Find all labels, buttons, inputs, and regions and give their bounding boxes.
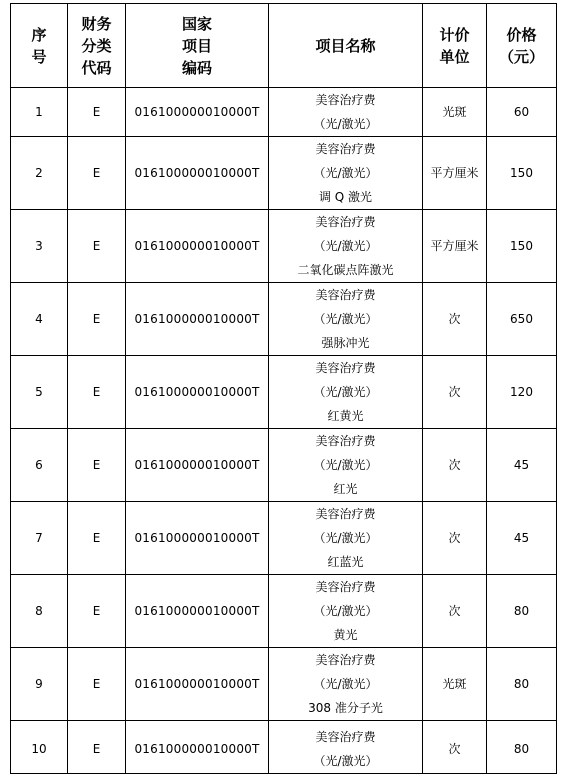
cell-finance-code: E (68, 648, 126, 721)
cell-national-code: 016100000010000T (126, 356, 269, 429)
header-national-code (126, 4, 269, 88)
header-unit (423, 4, 487, 88)
item-name-line: 美容治疗费 (315, 288, 376, 302)
header-row (11, 4, 557, 88)
price-table (10, 3, 557, 774)
table-row (11, 721, 557, 774)
cell-unit: 次 (423, 283, 487, 356)
header-price-line: （元） (498, 47, 544, 66)
cell-national-code: 016100000010000T (126, 210, 269, 283)
cell-item-name (269, 648, 423, 721)
header-index-line: 序 (31, 25, 47, 44)
header-national-line: 项目 (181, 36, 212, 55)
cell-item-name (269, 502, 423, 575)
cell-finance-code: E (68, 210, 126, 283)
cell-item-name (269, 429, 423, 502)
cell-finance-code: E (68, 356, 126, 429)
cell-price: 60 (487, 88, 557, 137)
item-name-line: 红蓝光 (327, 555, 364, 569)
cell-national-code: 016100000010000T (126, 575, 269, 648)
header-item-name (269, 4, 423, 88)
item-name-line: （光/激光） (313, 677, 378, 691)
item-name-line: （光/激光） (313, 239, 378, 253)
table-row (11, 283, 557, 356)
item-name-line: 美容治疗费 (315, 93, 376, 107)
item-name-line: 美容治疗费 (315, 507, 376, 521)
item-name-line: 美容治疗费 (315, 361, 376, 375)
cell-finance-code: E (68, 137, 126, 210)
cell-unit: 光斑 (423, 648, 487, 721)
cell-price: 650 (487, 283, 557, 356)
header-unit-line: 单位 (439, 47, 470, 66)
cell-item-name (269, 575, 423, 648)
header-price (487, 4, 557, 88)
table-row (11, 356, 557, 429)
cell-national-code: 016100000010000T (126, 502, 269, 575)
cell-item-name (269, 283, 423, 356)
item-name-line: （光/激光） (313, 531, 378, 545)
item-name-line: 美容治疗费 (315, 142, 376, 156)
cell-unit: 次 (423, 721, 487, 774)
table-body (11, 88, 557, 774)
cell-unit: 次 (423, 429, 487, 502)
cell-index: 10 (11, 721, 68, 774)
cell-national-code: 016100000010000T (126, 137, 269, 210)
header-national-line: 国家 (181, 14, 212, 33)
cell-index: 5 (11, 356, 68, 429)
item-name-line: 红光 (333, 482, 358, 496)
cell-unit: 光斑 (423, 88, 487, 137)
cell-price: 80 (487, 721, 557, 774)
item-name-line: （光/激光） (313, 385, 378, 399)
header-item-name-line: 项目名称 (315, 36, 376, 55)
cell-unit: 次 (423, 575, 487, 648)
item-name-line: 308 准分子光 (308, 701, 383, 715)
cell-price: 120 (487, 356, 557, 429)
cell-national-code: 016100000010000T (126, 283, 269, 356)
cell-index: 1 (11, 88, 68, 137)
cell-item-name (269, 137, 423, 210)
cell-item-name (269, 356, 423, 429)
item-name-line: 美容治疗费 (315, 653, 376, 667)
item-name-line: （光/激光） (313, 754, 378, 768)
cell-index: 7 (11, 502, 68, 575)
header-finance-line: 财务 (81, 14, 112, 33)
cell-price: 80 (487, 575, 557, 648)
header-finance-code (68, 4, 126, 88)
header-finance-line: 分类 (81, 36, 112, 55)
table-row (11, 502, 557, 575)
item-name-line: 美容治疗费 (315, 580, 376, 594)
header-unit-line: 计价 (439, 25, 470, 44)
item-name-line: 美容治疗费 (315, 730, 376, 744)
item-name-line: 二氧化碳点阵激光 (297, 263, 394, 277)
header-index-line: 号 (31, 47, 47, 66)
cell-price: 80 (487, 648, 557, 721)
cell-finance-code: E (68, 88, 126, 137)
cell-price: 45 (487, 502, 557, 575)
header-index (11, 4, 68, 88)
cell-national-code: 016100000010000T (126, 721, 269, 774)
cell-price: 150 (487, 137, 557, 210)
item-name-line: 红黄光 (327, 409, 364, 423)
item-name-line: （光/激光） (313, 458, 378, 472)
cell-index: 4 (11, 283, 68, 356)
cell-item-name (269, 721, 423, 774)
cell-price: 150 (487, 210, 557, 283)
header-national-line: 编码 (181, 58, 212, 77)
cell-finance-code: E (68, 575, 126, 648)
cell-index: 2 (11, 137, 68, 210)
item-name-line: 调 Q 激光 (318, 190, 373, 204)
cell-unit: 次 (423, 502, 487, 575)
item-name-line: 黄光 (333, 628, 358, 642)
item-name-line: （光/激光） (313, 604, 378, 618)
item-name-line: （光/激光） (313, 117, 378, 131)
cell-price: 45 (487, 429, 557, 502)
cell-item-name (269, 88, 423, 137)
item-name-line: 美容治疗费 (315, 434, 376, 448)
cell-national-code: 016100000010000T (126, 429, 269, 502)
cell-finance-code: E (68, 721, 126, 774)
item-name-line: 美容治疗费 (315, 215, 376, 229)
cell-finance-code: E (68, 502, 126, 575)
cell-unit: 平方厘米 (423, 210, 487, 283)
item-name-line: （光/激光） (313, 312, 378, 326)
table-row (11, 575, 557, 648)
cell-national-code: 016100000010000T (126, 648, 269, 721)
item-name-line: 强脉冲光 (321, 336, 370, 350)
table-row (11, 210, 557, 283)
table-row (11, 429, 557, 502)
cell-index: 8 (11, 575, 68, 648)
cell-item-name (269, 210, 423, 283)
cell-finance-code: E (68, 283, 126, 356)
table-row (11, 137, 557, 210)
cell-index: 3 (11, 210, 68, 283)
cell-index: 9 (11, 648, 68, 721)
cell-unit: 平方厘米 (423, 137, 487, 210)
header-price-line: 价格 (506, 25, 537, 44)
item-name-line: （光/激光） (313, 166, 378, 180)
cell-national-code: 016100000010000T (126, 88, 269, 137)
table-row (11, 88, 557, 137)
table-row (11, 648, 557, 721)
cell-unit: 次 (423, 356, 487, 429)
cell-index: 6 (11, 429, 68, 502)
cell-finance-code: E (68, 429, 126, 502)
header-finance-line: 代码 (81, 58, 112, 77)
